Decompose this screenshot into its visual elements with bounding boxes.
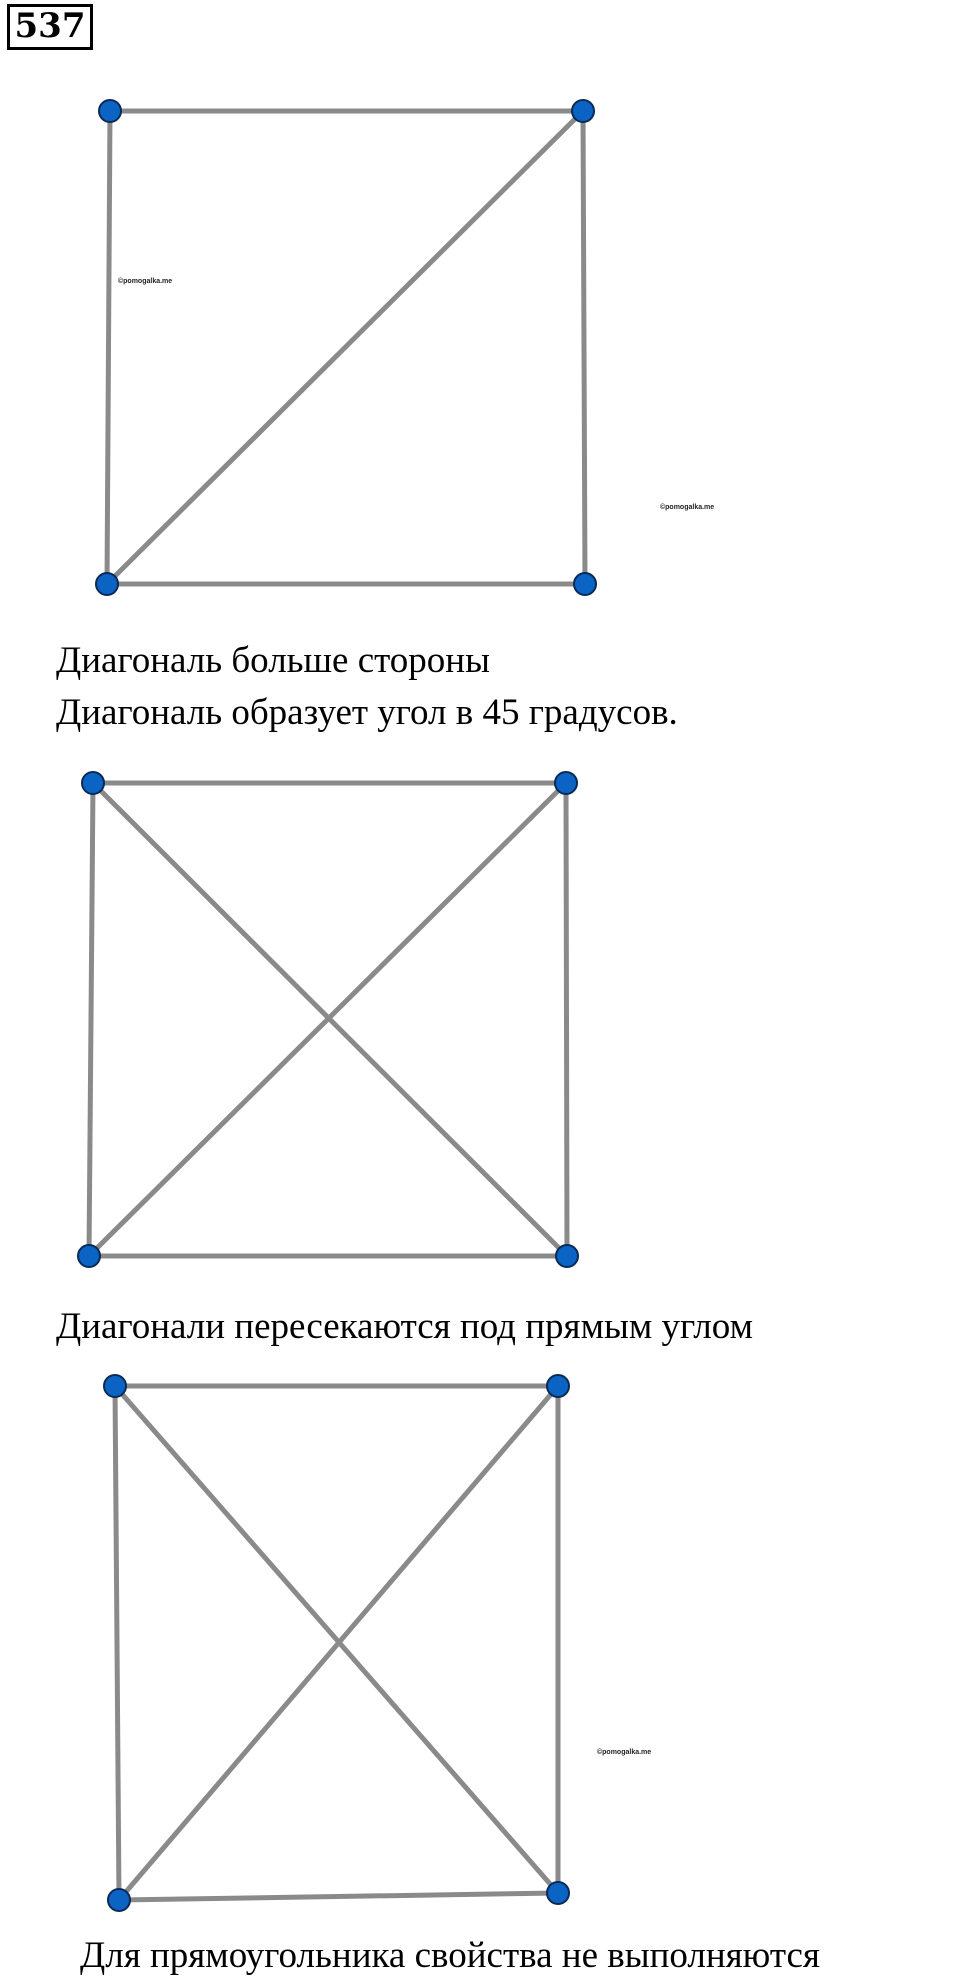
vertex-top-right bbox=[547, 1375, 569, 1397]
figure-square-one-diagonal bbox=[96, 100, 596, 595]
edge-bottom bbox=[119, 1893, 558, 1900]
edge-right bbox=[566, 783, 567, 1256]
vertex-bottom-left bbox=[108, 1889, 130, 1911]
caption-diagonals-perpendicular: Диагонали пересекаются под прямым углом bbox=[56, 1306, 753, 1347]
vertex-top-right bbox=[555, 772, 577, 794]
edge-left bbox=[107, 111, 110, 584]
edge-left bbox=[115, 1386, 119, 1900]
vertex-bottom-right bbox=[547, 1882, 569, 1904]
vertex-top-left bbox=[82, 772, 104, 794]
figure-rectangle-two-diagonals bbox=[104, 1375, 569, 1911]
edge-left bbox=[89, 783, 93, 1256]
caption-diagonal-longer: Диагональ больше стороны bbox=[56, 640, 490, 681]
vertex-bottom-right bbox=[556, 1245, 578, 1267]
diagonal bbox=[107, 111, 583, 584]
figure-square-two-diagonals bbox=[78, 772, 578, 1267]
vertex-top-left bbox=[104, 1375, 126, 1397]
watermark: ©pomogalka.me bbox=[597, 1749, 652, 1756]
watermark: ©pomogalka.me bbox=[660, 504, 715, 511]
task-number: 537 bbox=[7, 4, 93, 50]
vertex-bottom-left bbox=[96, 573, 118, 595]
caption-diagonal-angle: Диагональ образует угол в 45 градусов. bbox=[56, 692, 678, 733]
vertex-bottom-right bbox=[574, 573, 596, 595]
vertex-top-right bbox=[572, 100, 594, 122]
edge-right bbox=[583, 111, 585, 584]
watermark: ©pomogalka.me bbox=[118, 278, 173, 285]
vertex-top-left bbox=[99, 100, 121, 122]
vertex-bottom-left bbox=[78, 1245, 100, 1267]
caption-rectangle-properties: Для прямоугольника свойства не выполняются bbox=[80, 1935, 820, 1976]
